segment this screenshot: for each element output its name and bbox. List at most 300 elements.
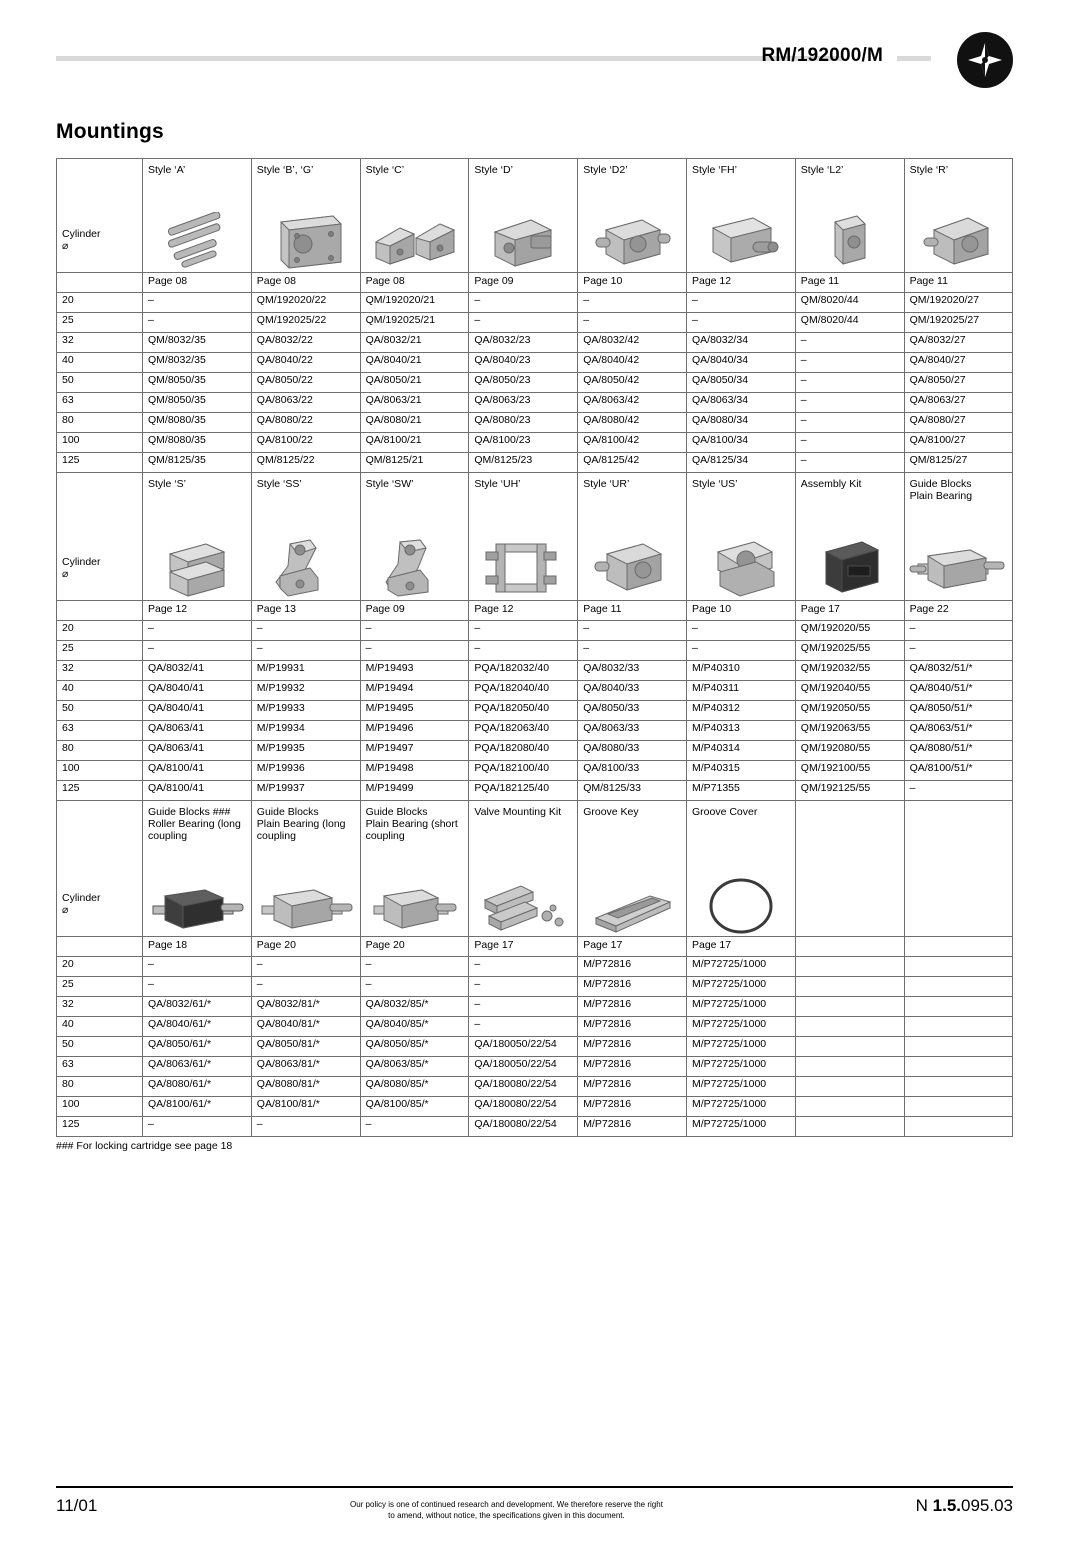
table-row [57, 977, 1013, 997]
mountings-table [56, 158, 1013, 1137]
cylinder-diameter: 80 [57, 1077, 143, 1097]
col-label: Style ‘L2’ [800, 164, 844, 176]
part-number: QM/192050/55 [795, 701, 904, 721]
part-number: QM/192080/55 [795, 741, 904, 761]
part-number: – [143, 957, 252, 977]
part-number: – [578, 641, 687, 661]
part-number: M/P40311 [686, 681, 795, 701]
part-number: QA/8032/51/* [904, 661, 1013, 681]
part-number: – [143, 313, 252, 333]
part-number: – [686, 293, 795, 313]
col-header-style-fh [686, 159, 795, 273]
col-header-style-us [686, 473, 795, 601]
part-number: M/P19935 [251, 741, 360, 761]
table-row [57, 1037, 1013, 1057]
part-number: QA/8063/22 [251, 393, 360, 413]
part-number: M/P72725/1000 [686, 1077, 795, 1097]
col-header-groove-key [578, 801, 687, 937]
header-rule-left [56, 56, 843, 61]
cylinder-diameter: 40 [57, 353, 143, 373]
part-number: M/P72816 [578, 1117, 687, 1137]
part-number: – [469, 977, 578, 997]
table-row [57, 353, 1013, 373]
part-number: QM/192020/27 [904, 293, 1013, 313]
part-number: QA/8100/34 [686, 433, 795, 453]
part-number: M/P40315 [686, 761, 795, 781]
part-number: M/P72725/1000 [686, 977, 795, 997]
part-number: QA/8063/27 [904, 393, 1013, 413]
part-number: PQA/182050/40 [469, 701, 578, 721]
page-ref: Page 10 [686, 601, 795, 621]
part-number: QM/8032/35 [143, 353, 252, 373]
part-number: – [795, 433, 904, 453]
part-number: QA/8050/33 [578, 701, 687, 721]
col-header-blank-1 [795, 801, 904, 937]
page-ref: Page 18 [143, 937, 252, 957]
page-ref: Page 08 [251, 273, 360, 293]
col-label-3: coupling [148, 830, 188, 842]
u-support-icon [687, 536, 795, 598]
part-number: QM/192100/55 [795, 761, 904, 781]
page-ref: Page 22 [904, 601, 1013, 621]
part-number: QM/192025/55 [795, 641, 904, 661]
page-ref: Page 08 [143, 273, 252, 293]
part-number: M/P19931 [251, 661, 360, 681]
page-ref: Page 11 [578, 601, 687, 621]
part-number: QA/8100/61/* [143, 1097, 252, 1117]
assembly-kit-icon [796, 536, 904, 598]
part-number: M/P72816 [578, 1037, 687, 1057]
part-number: M/P72725/1000 [686, 1117, 795, 1137]
part-number: QM/192025/27 [904, 313, 1013, 333]
part-number: QA/180080/22/54 [469, 1117, 578, 1137]
part-number: – [360, 1117, 469, 1137]
page-ref: Page 10 [578, 273, 687, 293]
col-label-3: coupling [365, 830, 405, 842]
disclaimer-line-1: Our policy is one of continued research and development. We therefore reserve the right [350, 1500, 663, 1509]
table-row [57, 1017, 1013, 1037]
part-number: QM/8125/22 [251, 453, 360, 473]
col-label: Guide Blocks [365, 806, 428, 818]
part-number: QA/8040/41 [143, 701, 252, 721]
col-label: Guide Blocks [909, 478, 972, 490]
part-number: QA/8080/33 [578, 741, 687, 761]
part-number: QA/8080/23 [469, 413, 578, 433]
part-number [904, 1017, 1013, 1037]
cylinder-diameter: 125 [57, 781, 143, 801]
part-number: QA/8050/21 [360, 373, 469, 393]
part-number: QA/8040/42 [578, 353, 687, 373]
table-row [57, 433, 1013, 453]
part-number [795, 957, 904, 977]
col-label: Valve Mounting Kit [474, 806, 562, 818]
part-number: – [251, 957, 360, 977]
part-number: QA/8080/27 [904, 413, 1013, 433]
part-number: QM/8080/35 [143, 413, 252, 433]
cylinder-header-cell [57, 159, 143, 273]
part-number: – [143, 293, 252, 313]
footer-disclaimer [97, 1496, 915, 1521]
part-number: QA/8080/61/* [143, 1077, 252, 1097]
doc-code-bold: 1.5. [932, 1496, 961, 1515]
part-number: PQA/182100/40 [469, 761, 578, 781]
part-number: QA/8050/81/* [251, 1037, 360, 1057]
cylinder-symbol-1: ⌀ [62, 240, 69, 252]
part-number: QA/8032/41 [143, 661, 252, 681]
part-number: QM/8020/44 [795, 293, 904, 313]
part-number: – [904, 781, 1013, 801]
cylinder-diameter: 20 [57, 957, 143, 977]
table-row [57, 453, 1013, 473]
part-number: QA/8040/41 [143, 681, 252, 701]
part-number: QA/8040/21 [360, 353, 469, 373]
table-row [57, 761, 1013, 781]
page-reference-row [57, 937, 1013, 957]
col-label: Style ‘SW’ [365, 478, 414, 490]
part-number: M/P19498 [360, 761, 469, 781]
part-number: M/P72816 [578, 997, 687, 1017]
part-number [795, 1097, 904, 1117]
document-reference: RM/192000/M [761, 45, 883, 66]
groove-key-icon [578, 872, 686, 934]
part-number: QA/8063/21 [360, 393, 469, 413]
cylinder-diameter: 20 [57, 621, 143, 641]
part-number: – [578, 313, 687, 333]
part-number: QA/8063/33 [578, 721, 687, 741]
part-number: – [143, 1117, 252, 1137]
table-row [57, 333, 1013, 353]
table-row [57, 1077, 1013, 1097]
part-number: QA/8063/61/* [143, 1057, 252, 1077]
part-number: QM/8125/35 [143, 453, 252, 473]
cylinder-diameter: 50 [57, 1037, 143, 1057]
part-number: QA/8032/61/* [143, 997, 252, 1017]
part-number: M/P19496 [360, 721, 469, 741]
part-number: QA/8032/81/* [251, 997, 360, 1017]
part-number: – [904, 641, 1013, 661]
col-label-2: Plain Bearing (short [365, 818, 458, 830]
part-number [904, 1097, 1013, 1117]
table-row [57, 681, 1013, 701]
part-number [795, 1077, 904, 1097]
part-number: – [143, 621, 252, 641]
part-number: QA/180050/22/54 [469, 1057, 578, 1077]
part-number: M/P19937 [251, 781, 360, 801]
col-header-blank-2 [904, 801, 1013, 937]
part-number: M/P40313 [686, 721, 795, 741]
part-number: QA/8032/34 [686, 333, 795, 353]
part-number: QA/8050/27 [904, 373, 1013, 393]
part-number: QM/192025/21 [360, 313, 469, 333]
part-number: QA/8100/41 [143, 761, 252, 781]
part-number: QA/8050/22 [251, 373, 360, 393]
col-header-style-c [360, 159, 469, 273]
part-number: – [686, 641, 795, 661]
col-label-2: Roller Bearing (long [148, 818, 241, 830]
part-number [795, 997, 904, 1017]
part-number: – [469, 293, 578, 313]
table-row [57, 393, 1013, 413]
cylinder-diameter: 25 [57, 313, 143, 333]
part-number: M/P19932 [251, 681, 360, 701]
part-number: – [795, 353, 904, 373]
cylinder-diameter: 80 [57, 413, 143, 433]
part-number: QM/192063/55 [795, 721, 904, 741]
footer-document-code [916, 1496, 1013, 1516]
part-number: PQA/182032/40 [469, 661, 578, 681]
valve-mounting-kit-icon [469, 872, 577, 934]
company-logo-icon [957, 32, 1013, 88]
col-label: Groove Key [583, 806, 639, 818]
part-number: QA/8032/23 [469, 333, 578, 353]
u-rod-bracket-icon [578, 536, 686, 598]
cylinder-diameter: 25 [57, 641, 143, 661]
col-label: Style ‘D’ [474, 164, 513, 176]
part-number: QA/8040/51/* [904, 681, 1013, 701]
col-label: Assembly Kit [800, 478, 862, 490]
u-housing-icon [469, 536, 577, 598]
part-number: QA/8032/33 [578, 661, 687, 681]
part-number: M/P19497 [360, 741, 469, 761]
part-number: QM/192125/55 [795, 781, 904, 801]
col-label: Guide Blocks ### [148, 806, 231, 818]
part-number: – [251, 1117, 360, 1137]
guide-block-plain-long-icon [252, 872, 360, 934]
col-label: Style ‘UH’ [474, 478, 521, 490]
cylinder-label-2: Cylinder [62, 556, 101, 568]
col-header-style-a [143, 159, 252, 273]
part-number: M/P40312 [686, 701, 795, 721]
part-number: QA/8050/23 [469, 373, 578, 393]
part-number: QA/180080/22/54 [469, 1077, 578, 1097]
part-number: – [469, 957, 578, 977]
part-number: QA/8100/85/* [360, 1097, 469, 1117]
part-number [904, 1077, 1013, 1097]
part-number: M/P19933 [251, 701, 360, 721]
mountings-table-body [57, 159, 1013, 1137]
part-number: – [795, 373, 904, 393]
cylinder-label-1: Cylinder [62, 228, 101, 240]
part-number: – [795, 453, 904, 473]
table-row [57, 293, 1013, 313]
table-row [57, 413, 1013, 433]
part-number: QA/8032/22 [251, 333, 360, 353]
col-header-guide-blocks-plain [904, 473, 1013, 601]
col-label: Style ‘FH’ [691, 164, 737, 176]
cylinder-diameter: 40 [57, 1017, 143, 1037]
part-number: QA/8063/42 [578, 393, 687, 413]
part-number: QA/180050/22/54 [469, 1037, 578, 1057]
part-number [795, 1017, 904, 1037]
table-row [57, 781, 1013, 801]
page-ref [795, 937, 904, 957]
part-number: M/P72816 [578, 977, 687, 997]
page-ref: Page 09 [469, 273, 578, 293]
part-number: QM/8032/35 [143, 333, 252, 353]
part-number: – [469, 621, 578, 641]
part-number [795, 1117, 904, 1137]
part-number: QA/8100/23 [469, 433, 578, 453]
table-footnote: ### For locking cartridge see page 18 [56, 1140, 233, 1152]
page-ref: Page 17 [795, 601, 904, 621]
table-row [57, 621, 1013, 641]
part-number: M/P72816 [578, 957, 687, 977]
col-header-style-bg [251, 159, 360, 273]
cylinder-diameter: 125 [57, 1117, 143, 1137]
table-row [57, 641, 1013, 661]
part-number [904, 1057, 1013, 1077]
cylinder-diameter: 63 [57, 1057, 143, 1077]
cylinder-diameter: 25 [57, 977, 143, 997]
part-number: – [360, 641, 469, 661]
page-ref: Page 20 [360, 937, 469, 957]
part-number: QA/180080/22/54 [469, 1097, 578, 1117]
part-number: QM/8125/27 [904, 453, 1013, 473]
part-number: M/P19934 [251, 721, 360, 741]
part-number: QA/8040/34 [686, 353, 795, 373]
part-number: M/P72725/1000 [686, 1037, 795, 1057]
table-row [57, 1097, 1013, 1117]
cylinder-header-cell [57, 801, 143, 937]
part-number: – [904, 621, 1013, 641]
part-number: M/P72725/1000 [686, 997, 795, 1017]
col-label: Style ‘SS’ [256, 478, 302, 490]
page-ref: Page 17 [686, 937, 795, 957]
col-header-style-d [469, 159, 578, 273]
page-header [56, 32, 1013, 98]
part-number: QA/8040/23 [469, 353, 578, 373]
part-number: QA/8063/51/* [904, 721, 1013, 741]
page-ref: Page 12 [686, 273, 795, 293]
part-number: – [251, 641, 360, 661]
flange-plate-icon [252, 208, 360, 270]
table-row [57, 1117, 1013, 1137]
page-ref-cyl [57, 601, 143, 621]
part-number: M/P72816 [578, 1057, 687, 1077]
part-number: QA/8032/27 [904, 333, 1013, 353]
part-number: M/P72816 [578, 1097, 687, 1117]
col-label: Groove Cover [691, 806, 758, 818]
page-ref: Page 17 [578, 937, 687, 957]
part-number: QM/8125/21 [360, 453, 469, 473]
part-number: M/P19494 [360, 681, 469, 701]
part-number: QA/8032/21 [360, 333, 469, 353]
part-number [904, 977, 1013, 997]
part-number: M/P40314 [686, 741, 795, 761]
part-number: M/P19936 [251, 761, 360, 781]
page-ref: Page 17 [469, 937, 578, 957]
part-number: M/P72816 [578, 1017, 687, 1037]
page-ref-cyl [57, 273, 143, 293]
cylinder-header-cell [57, 473, 143, 601]
block-header-row [57, 159, 1013, 273]
page-ref: Page 20 [251, 937, 360, 957]
col-header-style-ss [251, 473, 360, 601]
part-number: QM/8125/23 [469, 453, 578, 473]
part-number: QA/8080/81/* [251, 1077, 360, 1097]
block-header-row [57, 801, 1013, 937]
part-number: QM/192040/55 [795, 681, 904, 701]
doc-code-suffix: 095.03 [961, 1496, 1013, 1515]
cylinder-symbol-2: ⌀ [62, 568, 69, 580]
table-row [57, 373, 1013, 393]
col-label-3: coupling [256, 830, 296, 842]
cylinder-diameter: 40 [57, 681, 143, 701]
trunnion-icon [578, 208, 686, 270]
col-label: Style ‘B’, ‘G’ [256, 164, 314, 176]
col-label-2: Plain Bearing (long [256, 818, 346, 830]
part-number: – [686, 621, 795, 641]
rod-clevis-icon [905, 208, 1013, 270]
page-footer [56, 1486, 1013, 1521]
cylinder-diameter: 80 [57, 741, 143, 761]
part-number: QA/8050/51/* [904, 701, 1013, 721]
part-number: QM/192020/21 [360, 293, 469, 313]
part-number: – [469, 641, 578, 661]
part-number: QA/8100/51/* [904, 761, 1013, 781]
part-number: PQA/182040/40 [469, 681, 578, 701]
part-number: QA/8040/27 [904, 353, 1013, 373]
disclaimer-line-2: to amend, without notice, the specifications given in this document. [388, 1511, 625, 1520]
cylinder-diameter: 100 [57, 761, 143, 781]
part-number: QA/8080/22 [251, 413, 360, 433]
col-label: Guide Blocks [256, 806, 319, 818]
cylinder-diameter: 32 [57, 997, 143, 1017]
page-ref: Page 08 [360, 273, 469, 293]
part-number: QA/8063/81/* [251, 1057, 360, 1077]
page-reference-row [57, 273, 1013, 293]
document-page [0, 32, 1069, 1563]
part-number: QA/8040/22 [251, 353, 360, 373]
table-row [57, 741, 1013, 761]
col-label: Style ‘S’ [148, 478, 186, 490]
part-number: PQA/182063/40 [469, 721, 578, 741]
cylinder-diameter: 100 [57, 433, 143, 453]
cylinder-diameter: 63 [57, 721, 143, 741]
guide-block-plain-short-icon [361, 872, 469, 934]
col-header-style-d2 [578, 159, 687, 273]
foot-bracket-pair-icon [361, 208, 469, 270]
swivel-bracket-icon [252, 536, 360, 598]
part-number: QA/8063/41 [143, 741, 252, 761]
part-number: – [578, 293, 687, 313]
part-number: M/P72725/1000 [686, 1057, 795, 1077]
col-header-guide-blocks-plain-short [360, 801, 469, 937]
part-number: M/P72816 [578, 1077, 687, 1097]
page-ref: Page 12 [469, 601, 578, 621]
col-header-style-r [904, 159, 1013, 273]
page-ref [904, 937, 1013, 957]
part-number: QA/8100/42 [578, 433, 687, 453]
part-number: QM/8050/35 [143, 393, 252, 413]
part-number [904, 1117, 1013, 1137]
col-header-style-l2 [795, 159, 904, 273]
page-ref: Page 12 [143, 601, 252, 621]
col-header-style-ur [578, 473, 687, 601]
col-header-groove-cover [686, 801, 795, 937]
part-number: – [143, 641, 252, 661]
part-number: M/P40310 [686, 661, 795, 681]
part-number: QA/8080/51/* [904, 741, 1013, 761]
part-number: QA/8063/85/* [360, 1057, 469, 1077]
page-ref: Page 11 [795, 273, 904, 293]
part-number [904, 957, 1013, 977]
page-ref: Page 13 [251, 601, 360, 621]
part-number: QA/8100/21 [360, 433, 469, 453]
table-row [57, 721, 1013, 741]
table-row [57, 1057, 1013, 1077]
part-number: M/P19493 [360, 661, 469, 681]
